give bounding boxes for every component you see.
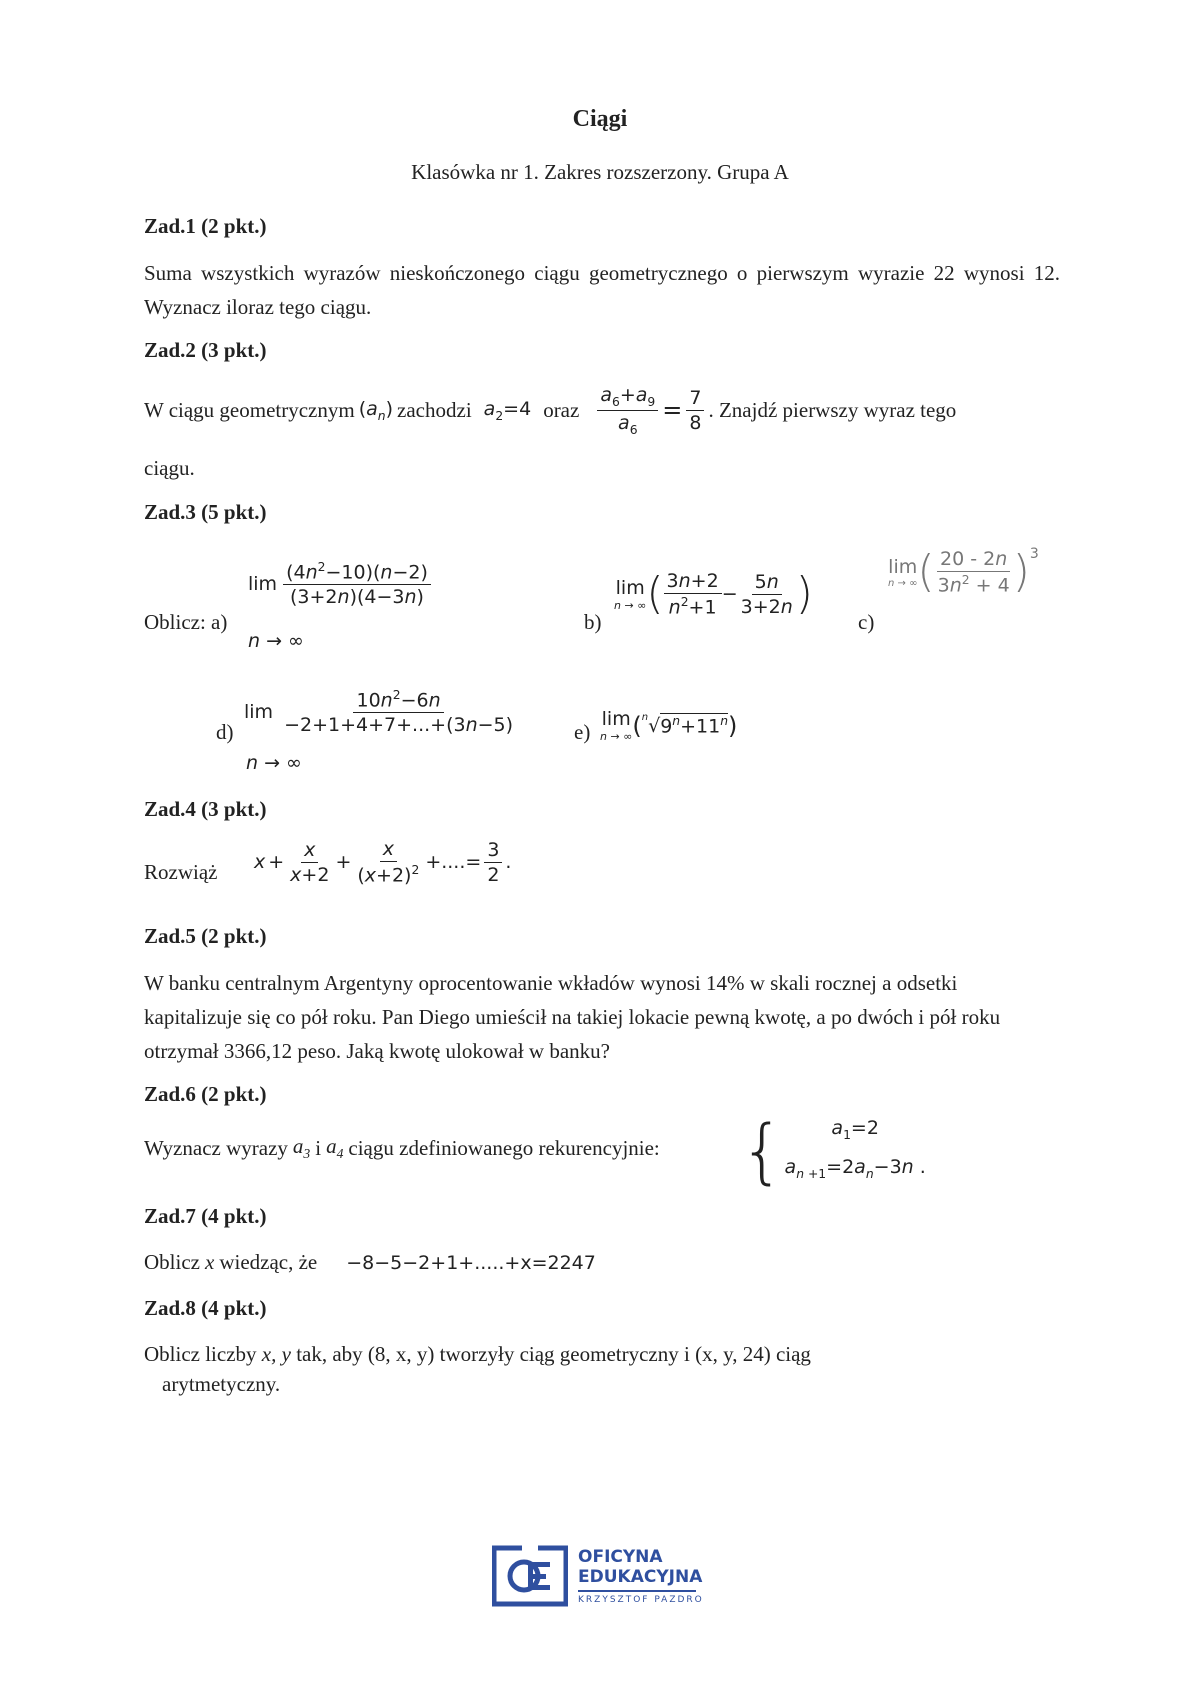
oe-logo-icon — [492, 1544, 568, 1608]
ratio-fraction: $\frac{a_6+a_9}{a_6}$ — [597, 384, 658, 437]
logo-line-1: OFICYNA — [578, 1547, 663, 1567]
task-3-label-a: Oblicz: a) — [144, 610, 228, 634]
limit-a: lim $\frac{(4n^2-10)(n-2)}{(3+2n)(4-3n)}$ — [248, 560, 431, 608]
task-5-text: W banku centralnym Argentyny oprocentowanie wkładów wynosi 14% w skali rocznej a odsetki kapitalizuje się co pół roku. Pan Diego umieścił na takiej lokacie pewną kwotę, a po dwóch i pół roku otrzymał 3366,12 peso. Jaką kwotę ulokował w banku? — [144, 971, 1001, 1063]
task-6-line — [144, 1134, 660, 1162]
task-1-heading: Zad.1 (2 pkt.) — [144, 214, 267, 238]
task-3-label-c: c) — [858, 610, 875, 634]
logo-line-2: EDUKACYJNA — [578, 1567, 703, 1587]
a3-term: $a_3$ — [292, 1134, 311, 1162]
task-1-text: Suma wszystkich wyrazów nieskończonego ciągu geometrycznego o pierwszym wyrazie 22 wynosi 12. Wyznacz iloraz tego ciągu. — [144, 261, 1060, 319]
task-7-text-a: Oblicz — [144, 1250, 200, 1274]
page-subtitle: Klasówka nr 1. Zakres rozszerzony. Grupa A — [411, 160, 789, 184]
task-7-line: Oblicz x wiedząc, że −8−5−2+1+.....+x=2247 — [144, 1250, 596, 1274]
task-3-label-e: e) — [574, 720, 591, 744]
logo-divider — [578, 1590, 696, 1592]
recurrence-system: { $a_1=2$ $a_{n +1}=2a_n-3n$ . — [740, 1109, 926, 1192]
task-4-equation: x + $\frac{x}{x+2}$ + $\frac{x}{(x+2)^2}$ +....= $\frac{3}{2}$ . — [254, 838, 512, 887]
limit-e: lim n → ∞ ( n √ $9^n+11^n$ ) — [600, 708, 738, 743]
task-8-line-1: Oblicz liczby x, y tak, aby (8, x, y) tworzyły ciąg geometryczny i (x, y, 24) ciąg — [144, 1342, 811, 1366]
a4-term: $a_4$ — [326, 1134, 344, 1162]
page-title: Ciągi — [572, 106, 628, 132]
limit-d: lim $\frac{10n^2-6n}{-2+1+4+7+...+(3n-5)}$ — [244, 688, 514, 737]
task-6-text-b: i — [315, 1135, 322, 1160]
task-8-text: tak, aby (8, x, y) tworzyły ciąg geometryczny i (x, y, 24) ciąg — [296, 1342, 811, 1366]
task-7-equation: −8−5−2+1+.....+x=2247 — [346, 1251, 596, 1274]
task-3-label-d: d) — [216, 720, 234, 744]
task-6-heading: Zad.6 (2 pkt.) — [144, 1082, 267, 1106]
task-6-text-a: Wyznacz wyrazy — [144, 1135, 288, 1160]
task-2-text-b: zachodzi — [397, 397, 472, 422]
task-2-text-a: W ciągu geometrycznym — [144, 397, 355, 422]
limit-b: lim n → ∞ ( $\frac{3n+2}{n^2+1}$ − $\frac{5n}{3+2n}$ ) — [614, 568, 813, 620]
task-5-heading: Zad.5 (2 pkt.) — [144, 924, 267, 948]
task-4-text: Rozwiąż — [144, 860, 218, 884]
equals-sign: = — [662, 396, 683, 425]
limit-c: lim n → ∞ ( $\frac{20 - 2n}{3n^2 + 4}$ ) 3 — [888, 546, 1039, 598]
task-4-heading: Zad.4 (3 pkt.) — [144, 797, 267, 821]
limit-a-sub: n → ∞ — [248, 630, 304, 652]
task-3-heading: Zad.3 (5 pkt.) — [144, 500, 267, 524]
task-2-line — [144, 384, 956, 437]
task-2-text-c: oraz — [543, 397, 580, 422]
task-7-text-b: wiedząc, że — [219, 1250, 318, 1274]
logo-line-3: KRZYSZTOF PAZDRO — [578, 1595, 704, 1605]
publisher-logo — [492, 1544, 704, 1608]
task-8-heading: Zad.8 (4 pkt.) — [144, 1296, 267, 1320]
task-2-heading: Zad.2 (3 pkt.) — [144, 338, 267, 362]
limit-d-sub: n → ∞ — [246, 752, 302, 774]
seven-eighths: $\frac{7}{8}$ — [686, 387, 704, 434]
task-8-line-2: arytmetyczny. — [162, 1372, 281, 1396]
task-7-heading: Zad.7 (4 pkt.) — [144, 1204, 267, 1228]
task-8-prefix: Oblicz liczby — [144, 1342, 257, 1366]
a2-equation: $a_2=4$ — [483, 397, 532, 423]
task-6-text-c: ciągu zdefiniowanego rekurencyjnie: — [348, 1135, 660, 1160]
task-2-text-e: ciągu. — [144, 456, 195, 480]
sequence-an: $(a_n)$ — [358, 397, 394, 423]
task-3-label-b: b) — [584, 610, 602, 634]
task-2-text-d: . Znajdź pierwszy wyraz tego — [708, 397, 957, 422]
